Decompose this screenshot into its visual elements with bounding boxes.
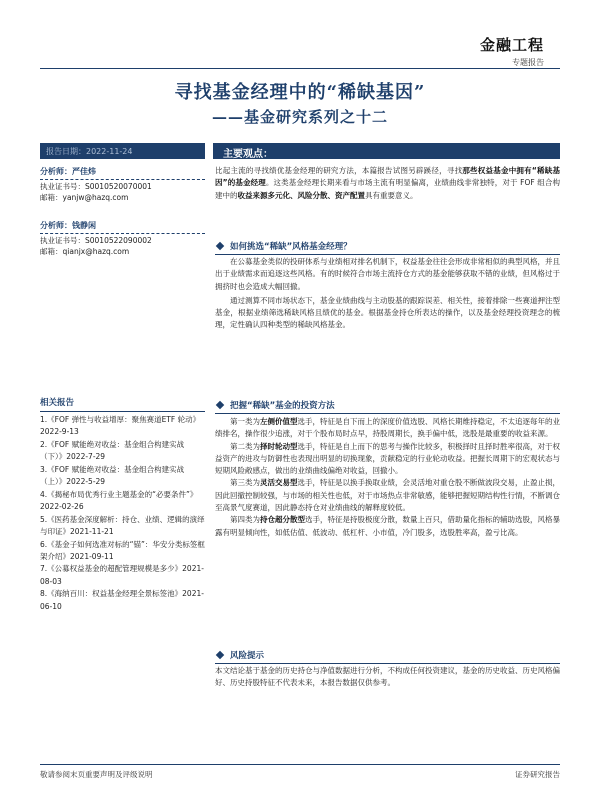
- body-paragraph: 第三类为灵活交易型选手，特征是以换手换取业绩，会灵活地对重仓股不断做波段交易，止盈止损，因此回撤控制较强，与市场的相关性也低，对于市场热点非常敏感，能够把握短期结构性行情，不断调仓至高景气度赛道，因此静态持仓对业绩曲线的解释度较低。: [215, 478, 560, 513]
- analyst-email[interactable]: 邮箱：qianjx@hazq.com: [40, 247, 130, 256]
- diamond-bullet-icon: [216, 651, 224, 659]
- body-paragraph: 本文结论基于基金的历史持仓与净值数据进行分析，不构成任何投资建议，基金的历史收益、历史风格偏好、历史持股特征不代表未来，本报告数据仅供参考。: [215, 666, 560, 688]
- related-report-item[interactable]: 5.《医药基金深度解析：持仓、业绩、逻辑的演绎与印证》2021-11-21: [40, 514, 205, 536]
- analyst-cert: 执业证书号：S0010520070001: [40, 181, 152, 191]
- related-reports-list: [40, 414, 205, 613]
- related-report-item[interactable]: 2.《FOF 赋能绝对收益：基金组合构建实战（下）》2022-7-29: [40, 439, 185, 462]
- body-paragraph: 在公募基金类似的投研体系与业绩相对排名机制下，权益基金往往会形成非常相似的典型风格，并且出于业绩需求而追逐这些风格。有的时候符合市场主流持仓方式的基金能够获取不错的业绩，但风格过于拥挤时也会造成大幅回撤。: [215, 257, 560, 291]
- intro-paragraph: 比起主流的寻找绩优基金经理的研究方法，本篇报告试图另辟蹊径，寻找那些权益基金中拥有“稀缺基因”的基金经理。这类基金经理长期来看与市场主流有明显偏离，业绩曲线非常独特，对于 FOF 组合构建中的收益来源多元化、风险分散、资产配置具有重要意义。: [215, 166, 561, 200]
- related-report-item[interactable]: 4.《揭秘布局优秀行业主题基金的“必要条件”》2022-02-26: [40, 489, 198, 511]
- report-subtype: 专题报告: [512, 58, 544, 67]
- related-report-item[interactable]: 6.《基金子如何选准对标的“锚”：华安分类标签框架介绍》2021-09-11: [40, 539, 205, 561]
- analyst-name: 分析师：钱静闲: [40, 220, 205, 234]
- body-paragraph: 第一类为左侧价值型选手，特征是自下而上的深度价值选股、风格长期维持稳定，不太追逐每年的业绩排名，操作很少追涨，对于个股布局时点早，持股周期长，换手偏中低，选股是最重要的收益来源。: [215, 417, 560, 439]
- body-paragraph: 通过测算不同市场状态下，基金业绩曲线与主动股基的跟踪误差、相关性，接着排除一些赛道押注型基金，根据业绩筛选稀缺风格且绩优的基金。根据基金持仓所表达的操作，以及基金经理投资理念的梳理，定性确认四种类型的稀缺风格基金。: [215, 295, 560, 330]
- report-title: 寻找基金经理中的“稀缺基因”: [174, 82, 426, 103]
- section-risk-body: [215, 665, 560, 690]
- section-heading-methods: 把握“稀缺”基金的投资方法: [215, 399, 560, 414]
- analyst-email[interactable]: 邮箱：yanjw@hazq.com: [40, 193, 129, 202]
- diamond-bullet-icon: [216, 242, 224, 250]
- analyst-card: [40, 220, 205, 258]
- footer-divider: [40, 764, 560, 765]
- related-report-item[interactable]: 1.《FOF 弹性与收益增厚：聚焦赛道ETF 轮动》2022-9-13: [40, 415, 201, 437]
- related-report-item[interactable]: 7.《公募权益基金的超配管理规模是多少》2021-08-03: [40, 564, 204, 586]
- section-heading-selection: 如何挑选“稀缺”风格基金经理？: [215, 240, 560, 255]
- footer-disclaimer: 敬请参阅末页重要声明及评级说明: [40, 770, 153, 779]
- section-heading-risk: 风险提示: [215, 649, 560, 664]
- header-divider: [40, 68, 560, 69]
- report-subtitle: ——基金研究系列之十二: [211, 108, 388, 126]
- analyst-name: 分析师：严佳炜: [40, 166, 205, 180]
- analyst-cert: 执业证书号：S0010522090002: [40, 235, 152, 245]
- analyst-card: [40, 166, 205, 204]
- footer-label: 证券研究报告: [515, 770, 560, 779]
- body-paragraph: 第四类为持仓超分散型选手，特征是持股极度分散，数量上百只，借助量化指标的辅助选股，风格暴露有明显倾向性，如低估值、低波动、低杠杆、小市值，冷门股多，选股胜率高，盈亏比高。: [215, 515, 560, 537]
- diamond-bullet-icon: [216, 401, 224, 409]
- key-points-heading: 主要观点：: [213, 143, 560, 159]
- related-reports-heading: 相关报告: [40, 396, 205, 412]
- related-report-item[interactable]: 3.《FOF 赋能绝对收益：基金组合构建实战（上）》2022-5-29: [40, 464, 185, 487]
- related-report-item[interactable]: 8.《海纳百川：权益基金经理全景标签池》2021-06-10: [40, 589, 204, 611]
- report-date: 报告日期：2022-11-24: [40, 143, 205, 159]
- body-paragraph: 第二类为择时轮动型选手，特征是自上而下的思考与操作比较多，积极择时且择时胜率很高，对于权益资产的进攻与防御性也表现出明显的切换现象，贡献稳定的行业轮动收益。把握长周期下的宏观状态与短期风险敞感点，做出的业绩曲线偏绝对收益，回撤小。: [215, 441, 560, 476]
- intro-section: [215, 165, 560, 202]
- section-selection-body: [215, 256, 560, 332]
- report-type: 金融工程: [479, 36, 544, 54]
- section-methods-body: [215, 416, 560, 539]
